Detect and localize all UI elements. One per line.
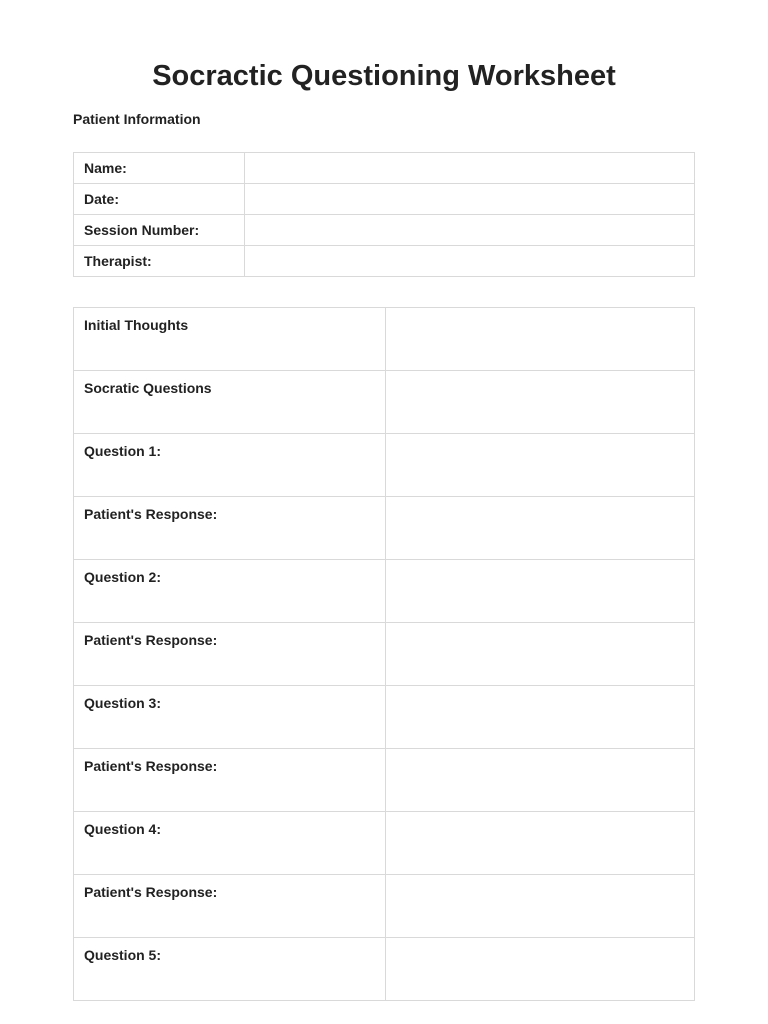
label-initial-thoughts: Initial Thoughts <box>84 317 189 333</box>
label-question-2: Question 2: <box>84 569 162 585</box>
field-label <box>74 246 245 277</box>
table-row <box>74 875 695 938</box>
label-response-3: Patient's Response: <box>84 758 218 774</box>
response-2-field[interactable] <box>386 623 695 686</box>
therapist-field[interactable] <box>245 246 695 277</box>
label-response-4: Patient's Response: <box>84 884 218 900</box>
question-5-field[interactable] <box>386 938 695 1001</box>
row-label <box>74 938 386 1001</box>
table-row <box>74 938 695 1001</box>
table-row <box>74 371 695 434</box>
date-field[interactable] <box>245 184 695 215</box>
label-response-2: Patient's Response: <box>84 632 218 648</box>
socratic-questions-field[interactable] <box>386 371 695 434</box>
field-label <box>74 153 245 184</box>
row-label <box>74 749 386 812</box>
table-row <box>74 308 695 371</box>
table-row <box>74 623 695 686</box>
label-response-1: Patient's Response: <box>84 506 218 522</box>
row-label <box>74 308 386 371</box>
label-question-4: Question 4: <box>84 821 162 837</box>
question-4-field[interactable] <box>386 812 695 875</box>
table-row <box>74 246 695 277</box>
response-4-field[interactable] <box>386 875 695 938</box>
session-number-field[interactable] <box>245 215 695 246</box>
page-title: Socractic Questioning Worksheet <box>152 60 616 92</box>
row-label <box>74 875 386 938</box>
table-row <box>74 497 695 560</box>
row-label <box>74 623 386 686</box>
table-row <box>74 215 695 246</box>
patient-info-table <box>73 152 695 277</box>
field-label-date: Date: <box>84 191 120 207</box>
label-question-3: Question 3: <box>84 695 162 711</box>
label-question-1: Question 1: <box>84 443 162 459</box>
table-row <box>74 749 695 812</box>
question-1-field[interactable] <box>386 434 695 497</box>
row-label <box>74 371 386 434</box>
question-2-field[interactable] <box>386 560 695 623</box>
section-label-patient-information: Patient Information <box>73 111 201 127</box>
table-row <box>74 434 695 497</box>
row-label <box>74 812 386 875</box>
row-label <box>74 560 386 623</box>
table-row <box>74 153 695 184</box>
field-label-name: Name: <box>84 160 127 176</box>
name-field[interactable] <box>245 153 695 184</box>
row-label <box>74 497 386 560</box>
field-label <box>74 215 245 246</box>
question-3-field[interactable] <box>386 686 695 749</box>
row-label <box>74 434 386 497</box>
label-question-5: Question 5: <box>84 947 162 963</box>
table-row <box>74 812 695 875</box>
table-row <box>74 560 695 623</box>
initial-thoughts-field[interactable] <box>386 308 695 371</box>
table-row <box>74 184 695 215</box>
socratic-questions-table <box>73 307 695 1001</box>
label-socratic-questions: Socratic Questions <box>84 380 212 396</box>
response-3-field[interactable] <box>386 749 695 812</box>
field-label-therapist: Therapist: <box>84 253 152 269</box>
response-1-field[interactable] <box>386 497 695 560</box>
field-label <box>74 184 245 215</box>
row-label <box>74 686 386 749</box>
table-row <box>74 686 695 749</box>
field-label-session-number: Session Number: <box>84 222 200 238</box>
